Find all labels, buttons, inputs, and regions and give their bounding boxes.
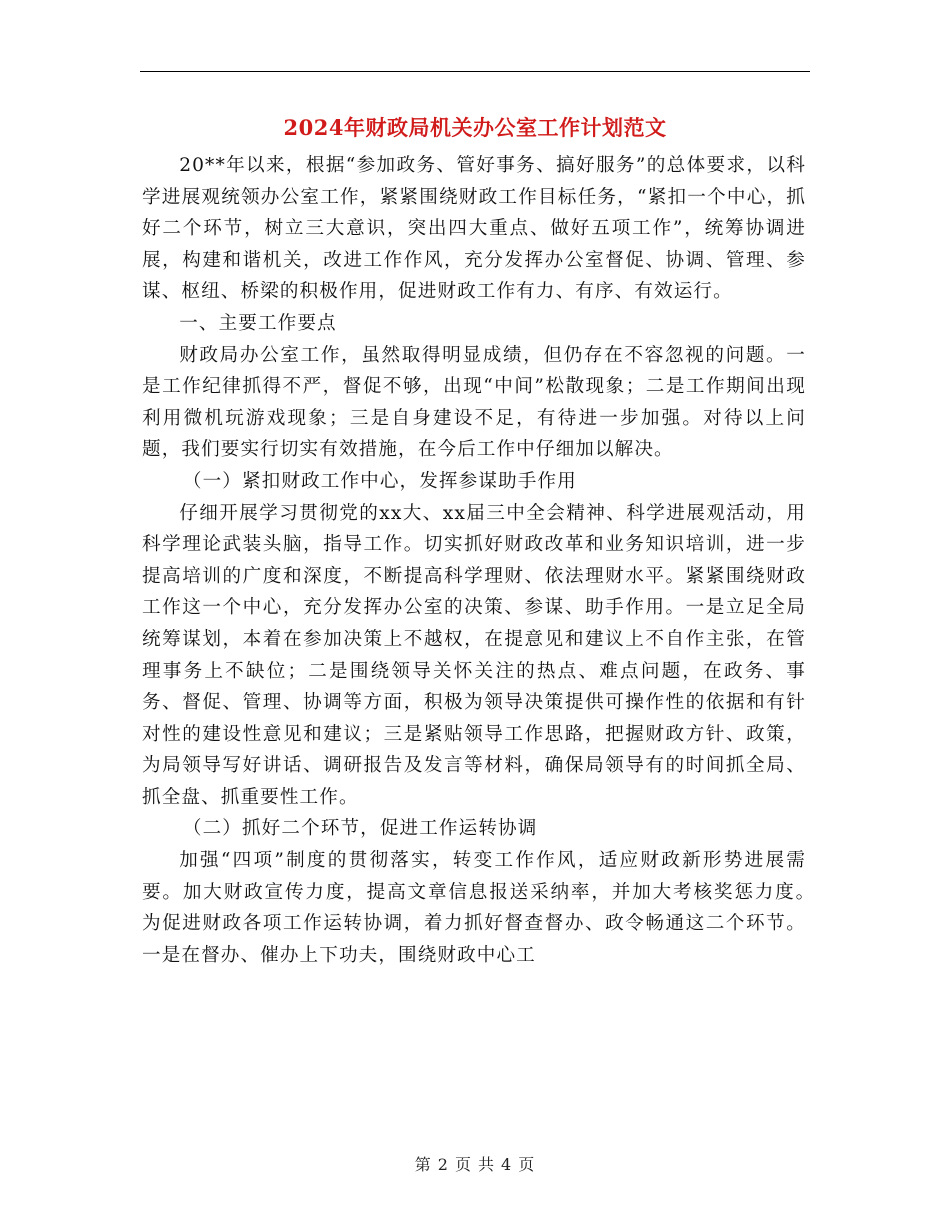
section-heading-main-points: 一、主要工作要点 [179,312,337,334]
document-body [142,150,826,971]
page-footer [0,1152,950,1175]
problems-paragraph: 财政局办公室工作，虽然取得明显成绩，但仍存在不容忽视的问题。一是工作纪律抓得不严，督促不够，出现“中间”松散现象；二是工作期间出现利用微机玩游戏现象；三是自身建设不足，有待进一步加强。对待以上问题，我们要实行切实有效措施，在今后工作中仔细加以解决。 [142,344,806,461]
header-rule [140,71,810,72]
subsection-2-paragraph: 加强“四项”制度的贯彻落实，转变工作作风，适应财政新形势进展需要。加大财政宣传力度，提高文章信息报送采纳率，并加大考核奖惩力度。 为促进财政各项工作运转协调，着力抓好督查督办、政令畅通这二个环节。一是在督办、催办上下功夫，围绕财政中心工 [142,850,826,966]
subsection-heading-2: （二）抓好二个环节，促进工作运转协调 [182,818,538,840]
footer-suffix: 页 [518,1155,536,1174]
footer-page-number: 2 [437,1155,449,1174]
subsection-1-paragraph: 仔细开展学习贯彻党的xx大、xx届三中全会精神、科学进展观活动，用科学理论武装头脑，指导工作。切实抓好财政改革和业务知识培训，进一步提高培训的广度和深度，不断提高科学理财、依法理财水平。紧紧围绕财政工作这一个中心，充分发挥办公室的决策、参谋、助手作用。一是立足全局统筹谋划，本着在参加决策上不越权，在提意见和建议上不自作主张，在管理事务上不缺位；二是围绕领导关怀关注的热点、难点问题，在政务、事务、督促、管理、协调等方面，积极为领导决策提供可操作性的依据和有针对性的建设性意见和建议；三是紧贴领导工作思路，把握财政方针、政策，为局领导写好讲话、调研报告及发言等材料，确保局领导有的时间抓全局、抓全盘、抓重要性工作。 [142,502,806,808]
document-title: 2024年财政局机关办公室工作计划范文 [283,115,667,140]
subsection-heading-1: （一）紧扣财政工作中心，发挥参谋助手作用 [182,470,577,492]
footer-total-pages: 4 [501,1155,513,1174]
footer-middle: 页 共 [454,1155,496,1174]
footer-prefix: 第 [414,1155,432,1174]
intro-paragraph: 20**年以来，根据“参加政务、管好事务、搞好服务”的总体要求，以科学进展观统领办公室工作，紧紧围绕财政工作目标任务，“紧扣一个中心，抓好二个环节，树立三大意识，突出四大重点、做好五项工作”，统筹协调进展，构建和谐机关，改进工作作风，充分发挥办公室督促、协调、管理、参谋、枢纽、桥梁的积极作用，促进财政工作有力、有序、有效运行。 [142,155,806,303]
